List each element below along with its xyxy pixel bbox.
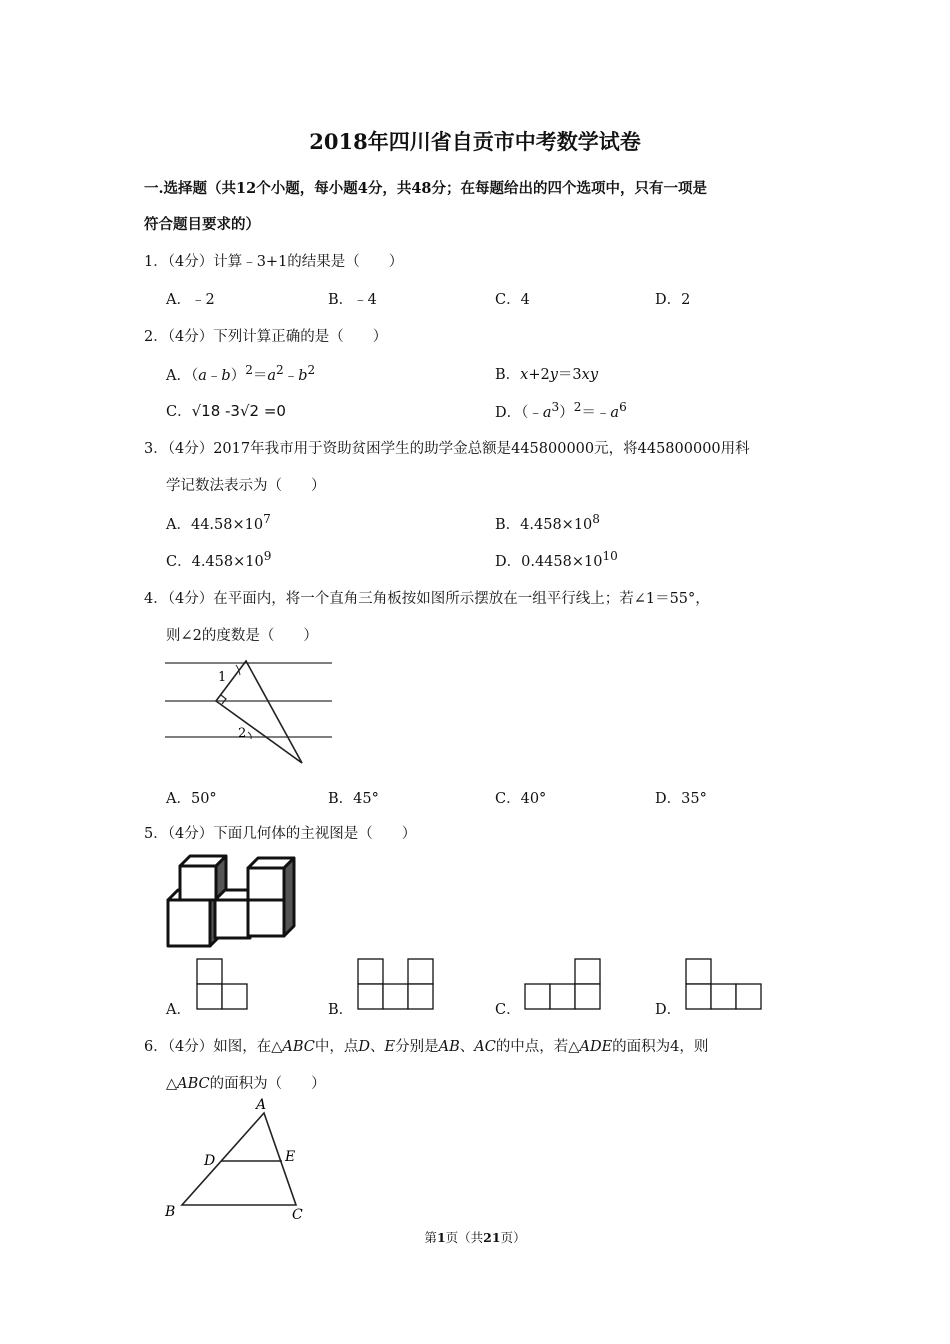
q1-stem: 1．（4分）计算﹣3+1的结果是（ ） (144, 254, 404, 270)
q6-var: AC (474, 1039, 496, 1055)
point-label-d: D (204, 1153, 216, 1169)
q2-d-text: ） (559, 404, 574, 421)
q3-c-base: C．4.458×10 (166, 553, 264, 570)
q3-option-d (495, 549, 618, 571)
q2-b-text: +2 (528, 367, 550, 383)
vertex-label-a: A (256, 1097, 267, 1113)
q5-option-b-view (357, 958, 437, 1012)
q2-b-var: xy (581, 367, 599, 383)
q2-a-var: b (221, 367, 231, 384)
q3-a-base: A．44.58×10 (166, 516, 264, 533)
q3-a-exponent: 7 (263, 512, 271, 526)
q5-option-a-label: A． (166, 1002, 191, 1018)
q2-d-exponent: 2 (573, 400, 582, 414)
q6-stem-line1 (144, 1035, 708, 1056)
q2-a-text: ﹣ (206, 367, 222, 384)
q6-text: 中，点 (314, 1039, 359, 1055)
q2-d-var: a (542, 404, 552, 421)
q2-b-text: ＝3 (557, 367, 582, 383)
q1-option-a: A．﹣2 (166, 292, 215, 308)
q2-option-c (166, 400, 286, 421)
q2-a-exponent: 2 (245, 363, 253, 377)
q2-b-var: x (520, 367, 529, 383)
q3-stem-line1: 3．（4分）2017年我市用于资助贫困学生的助学金总额是445800000元，将445800000用科 (144, 441, 750, 457)
q2-a-exponent: 2 (307, 363, 316, 377)
footer-text: 页） (500, 1230, 526, 1245)
q3-stem-line2: 学记数法表示为（ ） (166, 478, 326, 494)
q2-a-text: ﹣ (283, 367, 299, 384)
q2-b-var: y (549, 367, 558, 383)
q2-a-text: ） (230, 367, 246, 384)
q6-text: △ (166, 1076, 178, 1092)
q2-d-var: a (610, 404, 620, 421)
q2-d-text: D．（﹣ (495, 404, 543, 421)
q6-text: 、 (370, 1039, 385, 1055)
q6-var: E (384, 1039, 396, 1055)
q2-a-var: a (267, 367, 277, 384)
q3-b-base: B．4.458×10 (495, 516, 593, 533)
q2-stem: 2．（4分）下列计算正确的是（ ） (144, 329, 388, 345)
q2-a-var: a (198, 367, 207, 384)
q2-c-label: C． (166, 404, 192, 420)
point-label-e: E (285, 1149, 296, 1165)
q3-b-exponent: 8 (592, 512, 600, 526)
triangle-abc (182, 1113, 296, 1205)
footer-page-number: 1 (436, 1230, 446, 1245)
q4-stem-line1: 4．（4分）在平面内，将一个直角三角板按如图所示摆放在一组平行线上；若∠1＝55°， (144, 591, 710, 607)
vertex-label-c: C (292, 1207, 303, 1223)
q2-d-exponent: 6 (619, 400, 627, 414)
footer-total-pages: 21 (483, 1230, 501, 1245)
q3-c-exponent: 9 (263, 549, 272, 563)
angle2-arc (248, 732, 251, 739)
q6-var: AB (438, 1039, 460, 1055)
angle1-label: 1 (218, 670, 227, 685)
q3-option-b (495, 512, 600, 534)
q2-option-b (495, 363, 598, 384)
footer-text: 页（共 (445, 1230, 484, 1245)
q3-d-base: D．0.4458×10 (495, 553, 603, 570)
q6-text: 、 (459, 1039, 475, 1055)
q5-option-d-view (685, 958, 765, 1012)
q3-d-exponent: 10 (602, 549, 618, 563)
q6-text: 分别是 (395, 1039, 439, 1055)
right-angle-mark (221, 695, 226, 704)
q4-stem-line2: 则∠2的度数是（ ） (166, 628, 318, 644)
angle2-label: 2 (238, 726, 247, 741)
q6-var: D (358, 1039, 370, 1055)
q1-option-d: D．2 (655, 292, 691, 308)
vertex-label-b: B (165, 1204, 176, 1220)
q3-option-a (166, 512, 271, 534)
q6-var: ABC (177, 1076, 210, 1092)
q5-option-b-label: B． (328, 1002, 354, 1018)
q2-a-text: ＝ (252, 367, 268, 384)
q6-text: 6．（4分）如图，在△ (144, 1039, 283, 1055)
page-title: 2018年四川省自贡市中考数学试卷 (309, 129, 641, 154)
q2-d-text: ＝﹣ (581, 404, 611, 421)
q2-a-exponent: 2 (276, 363, 284, 377)
q4-option-c: C．40° (495, 791, 547, 807)
q5-option-c-view (524, 958, 604, 1012)
q4-option-d: D．35° (655, 791, 707, 807)
page-footer (0, 1228, 950, 1246)
q2-a-var: b (298, 367, 308, 384)
q6-var: ADE (579, 1039, 613, 1055)
section-heading-line2: 符合题目要求的） (144, 216, 260, 233)
q6-triangle-figure (160, 1095, 320, 1225)
q6-text: 的面积为4，则 (612, 1039, 709, 1055)
q2-b-text: B． (495, 367, 521, 383)
q5-option-c-label: C． (495, 1002, 521, 1018)
q2-option-a (166, 363, 315, 385)
q5-3d-cubes-figure (160, 848, 300, 953)
q1-option-c: C．4 (495, 292, 530, 308)
q2-c-radical-expression: √18 -3√2 =0 (191, 402, 286, 420)
q6-var: ABC (282, 1039, 315, 1055)
section-heading-line1: 一.选择题（共12个小题，每小题4分，共48分；在每题给出的四个选项中，只有一项是 (144, 180, 707, 197)
q6-text: 的中点，若△ (495, 1039, 580, 1055)
q4-option-a: A．50° (166, 791, 217, 807)
footer-text: 第 (424, 1230, 437, 1245)
q5-stem: 5．（4分）下面几何体的主视图是（ ） (144, 826, 417, 842)
q2-option-d (495, 400, 627, 422)
q4-parallel-lines-figure (160, 655, 340, 770)
q1-option-b: B．﹣4 (328, 292, 377, 308)
q4-option-b: B．45° (328, 791, 379, 807)
q5-option-d-label: D． (655, 1002, 682, 1018)
q5-option-a-view (196, 958, 250, 1012)
q3-option-c (166, 549, 271, 571)
right-triangle (216, 661, 302, 763)
q6-stem-line2 (166, 1072, 326, 1093)
q6-text: 的面积为（ ） (209, 1076, 326, 1092)
q2-a-text: A．（ (166, 367, 199, 384)
q2-d-exponent: 3 (551, 400, 560, 414)
